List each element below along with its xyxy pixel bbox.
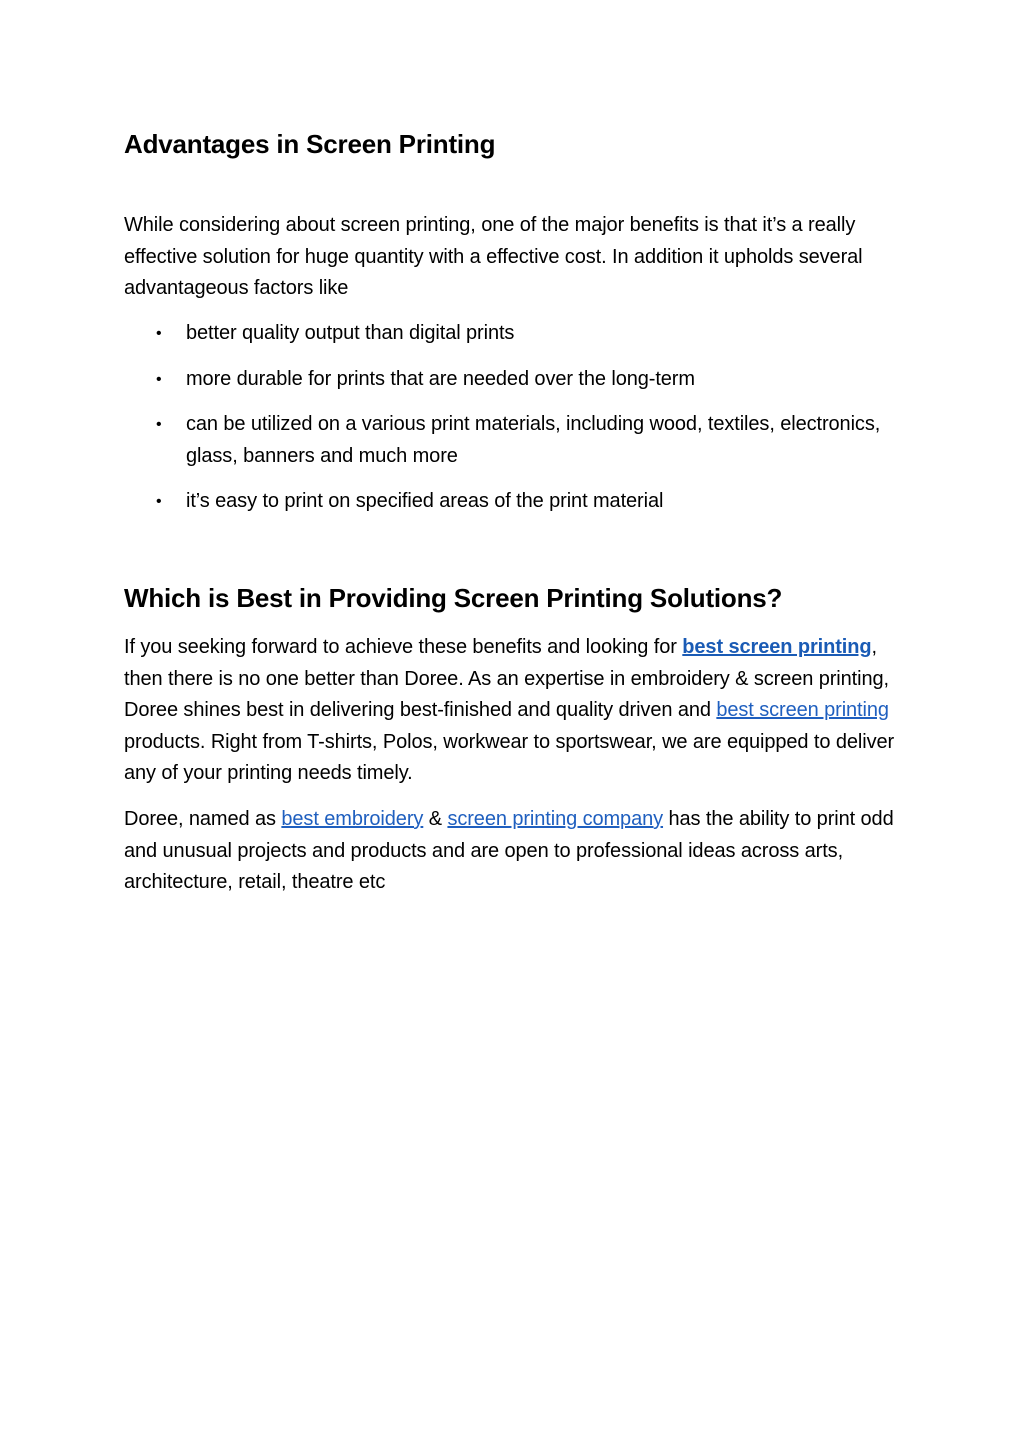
list-item-text: can be utilized on a various print materials, including wood, textiles, electronics, glass, banners and much more <box>186 413 881 467</box>
bullet-icon: • <box>156 416 162 433</box>
section-heading-advantages: Advantages in Screen Printing <box>124 129 496 159</box>
best-screen-printing-link[interactable]: best screen printing <box>682 636 872 658</box>
bullet-icon: • <box>156 325 162 342</box>
list-item <box>124 318 904 350</box>
list-item-text: it’s easy to print on specified areas of the print material <box>186 490 664 512</box>
advantages-list <box>124 318 904 532</box>
screen-printing-company-link[interactable]: screen printing company <box>447 808 664 830</box>
paragraph-text: has the ability to print odd and unusual projects and products and are open to professional ideas across arts, architecture, retail, theatre etc <box>124 808 894 893</box>
list-item <box>124 486 904 518</box>
paragraph-text: Doree, named as <box>124 808 282 830</box>
section-heading-best-provider: Which is Best in Providing Screen Printing Solutions? <box>124 583 783 613</box>
list-item-text: more durable for prints that are needed over the long-term <box>186 367 695 390</box>
doree-ability-paragraph <box>124 804 904 899</box>
list-item-text: better quality output than digital prints <box>186 322 515 344</box>
best-embroidery-link[interactable]: best embroidery <box>281 808 424 830</box>
intro-paragraph: While considering about screen printing, one of the major benefits is that it’s a really effective solution for huge quantity with a effective cost. In addition it upholds several advantageous factors like <box>124 214 863 299</box>
bullet-icon: • <box>156 370 162 388</box>
list-item <box>124 409 904 472</box>
best-screen-printing-link-2[interactable]: best screen printing <box>716 699 889 721</box>
paragraph-text: & <box>423 808 448 830</box>
list-item <box>124 364 904 396</box>
paragraph-text: If you seeking forward to achieve these benefits and looking for <box>124 636 683 658</box>
doree-intro-paragraph <box>124 632 904 790</box>
bullet-icon: • <box>156 493 162 510</box>
paragraph-text: products. Right from T-shirts, Polos, workwear to sportswear, we are equipped to deliver any of your printing needs timely. <box>124 730 895 784</box>
paragraph-text: , then there is no one better than Doree. As an expertise in embroidery & screen printing, Doree shines best in delivering best-finished and quality driven and <box>124 636 889 721</box>
